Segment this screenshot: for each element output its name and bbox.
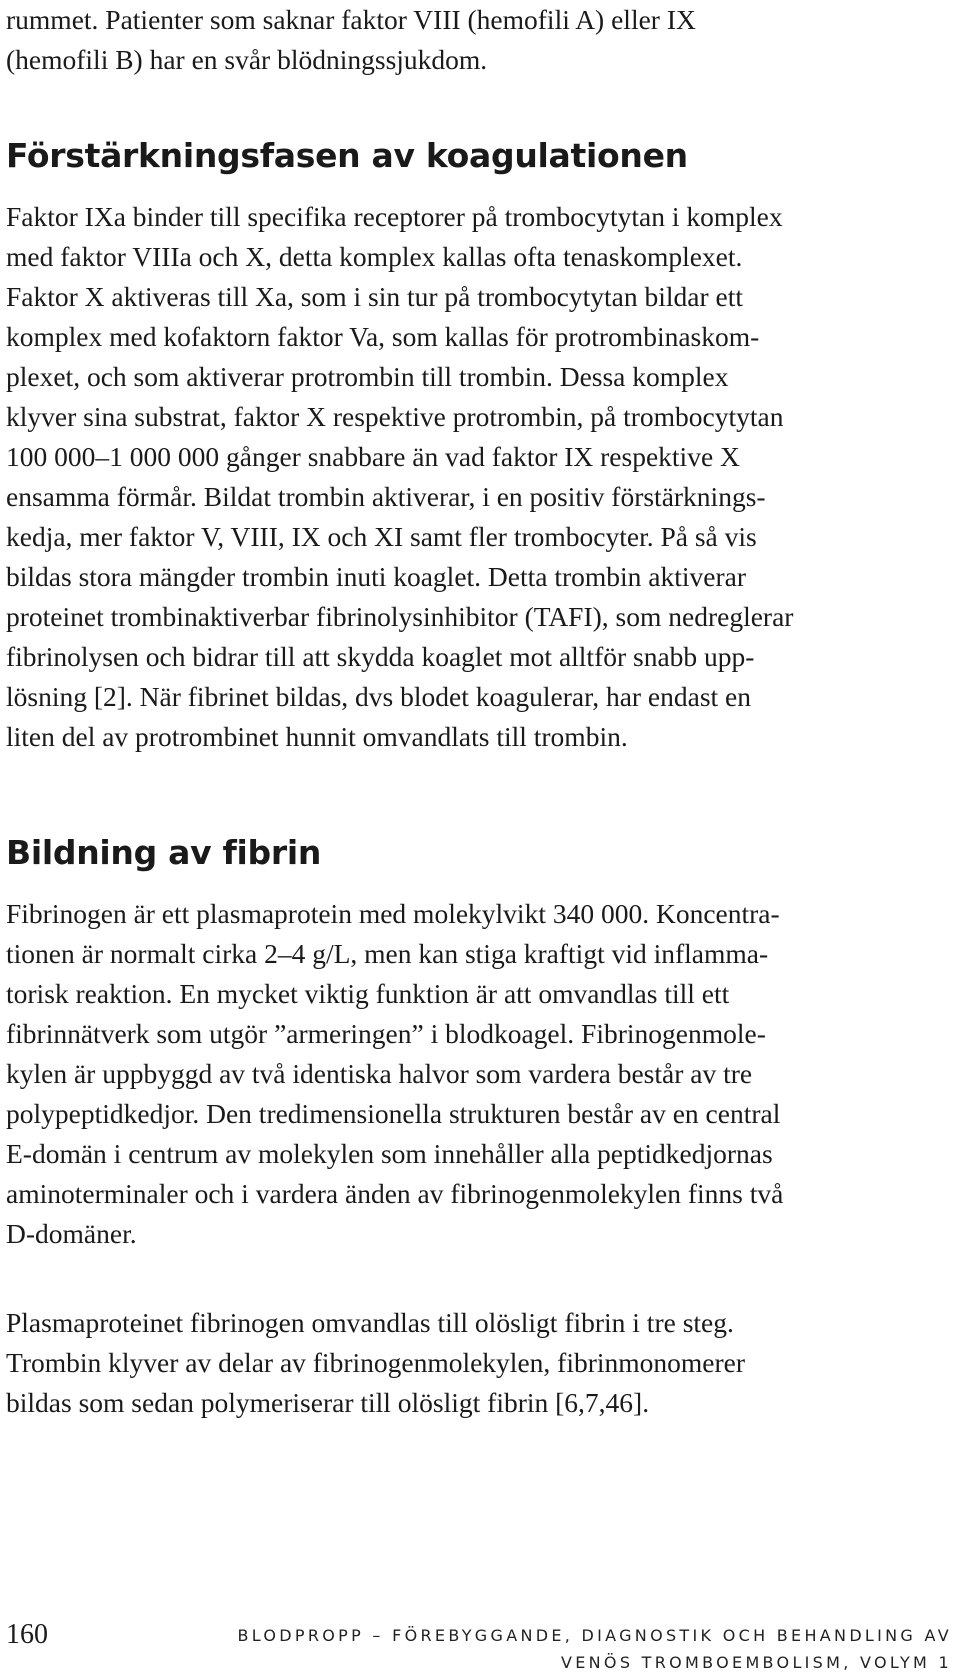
text-line: fibrinolysen och bidrar till att skydda koaglet mot alltför snabb upp- [6,641,755,672]
section2-paragraph-2 [6,1303,745,1423]
text-line: polypeptidkedjor. Den tredimensionella strukturen består av en central [6,1098,781,1129]
text-line: tionen är normalt cirka 2–4 g/L, men kan stiga kraftigt vid inflamma- [6,938,769,969]
text-line: plexet, och som aktiverar protrombin till trombin. Dessa komplex [6,361,729,392]
text-line: Faktor X aktiveras till Xa, som i sin tur på trombocytytan bildar ett [6,281,744,312]
running-head-line: VENÖS TROMBOEMBOLISM, VOLYM 1 [561,1653,952,1672]
page-number: 160 [6,1619,48,1650]
section2-paragraph [6,894,783,1254]
text-line: liten del av protrombinet hunnit omvandlats till trombin. [6,721,628,752]
text-line: rummet. Patienter som saknar faktor VIII (hemofili A) eller IX [6,4,696,35]
running-head [237,1622,952,1676]
text-line: klyver sina substrat, faktor X respektive protrombin, på trombocytytan [6,401,784,432]
section1-paragraph [6,197,793,757]
text-line: aminoterminaler och i vardera änden av fibrinogenmolekylen finns två [6,1178,784,1209]
text-line: Fibrinogen är ett plasmaprotein med molekylvikt 340 000. Koncentra- [6,898,780,929]
text-line: Faktor IXa binder till specifika receptorer på trombocytytan i komplex [6,201,783,232]
text-line: bildas stora mängder trombin inuti koaglet. Detta trombin aktiverar [6,561,747,592]
page-footer [0,1618,960,1675]
text-line: 100 000–1 000 000 gånger snabbare än vad faktor IX respektive X [6,441,740,472]
text-line: torisk reaktion. En mycket viktig funktion är att omvandlas till ett [6,978,730,1009]
text-line: E-domän i centrum av molekylen som innehåller alla peptidkedjornas [6,1138,773,1169]
text-line: kedja, mer faktor V, VIII, IX och XI samt fler trombocyter. På så vis [6,521,757,552]
text-line: Plasmaproteinet fibrinogen omvandlas till olösligt fibrin i tre steg. [6,1307,734,1338]
section-heading-forstarkningsfasen: Förstärkningsfasen av koagulationen [6,136,688,175]
text-line: D-domäner. [6,1218,137,1249]
section-heading-bildning-av-fibrin: Bildning av fibrin [6,833,322,872]
text-line: fibrinnätverk som utgör ”armeringen” i blodkoagel. Fibrinogenmole- [6,1018,766,1049]
text-line: proteinet trombinaktiverbar fibrinolysinhibitor (TAFI), som nedreglerar [6,601,794,632]
text-line: bildas som sedan polymeriserar till olösligt fibrin [6,7,46]. [6,1387,650,1418]
text-line: ensamma förmår. Bildat trombin aktiverar, i en positiv förstärknings- [6,481,766,512]
running-head-line: BLODPROPP – FÖREBYGGANDE, DIAGNOSTIK OCH BEHANDLING AV [237,1626,952,1645]
text-line: med faktor VIIIa och X, detta komplex kallas ofta tenaskomplexet. [6,241,743,272]
text-line: Trombin klyver av delar av fibrinogenmolekylen, fibrinmonomerer [6,1347,746,1378]
text-line: kylen är uppbyggd av två identiska halvor som vardera består av tre [6,1058,753,1089]
text-line: komplex med kofaktorn faktor Va, som kallas för protrombinaskom- [6,321,760,352]
text-line: (hemofili B) har en svår blödningssjukdom. [6,44,488,75]
text-line: lösning [2]. När fibrinet bildas, dvs blodet koagulerar, har endast en [6,681,752,712]
intro-paragraph [6,0,696,80]
